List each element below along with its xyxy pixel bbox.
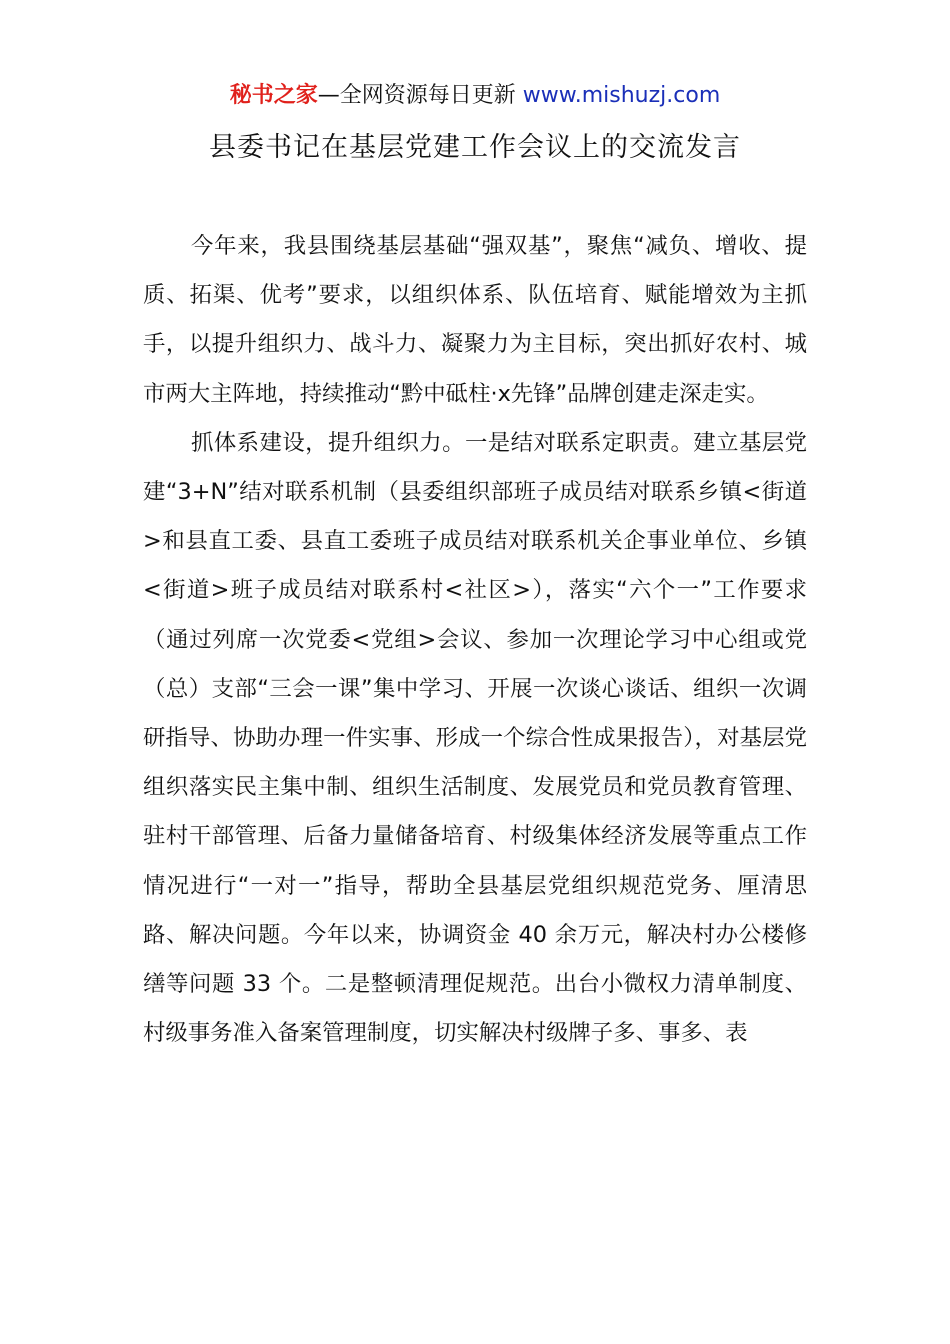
body-paragraph-intro: 今年来，我县围绕基层基础“强双基”，聚焦“减负、增收、提质、拓渠、优考”要求，以组织体系、队伍培育、赋能增效为主抓手，以提升组织力、战斗力、凝聚力为主目标，突出抓好农村、城市两大主阵地，持续推动“黔中砥柱·x先锋”品牌创建走深走实。	[143, 233, 807, 407]
site-brand: 秘书之家	[229, 83, 318, 108]
document-body	[143, 222, 807, 1058]
document-title: 县委书记在基层党建工作会议上的交流发言	[209, 132, 741, 163]
site-header	[0, 80, 950, 112]
body-paragraph-system-building: 抓体系建设，提升组织力。一是结对联系定职责。建立基层党建“3+N”结对联系机制（县委组织部班子成员结对联系乡镇<街道>和县直工委、县直工委班子成员结对联系机关企事业单位、乡镇<街道>班子成员结对联系村<社区>），落实“六个一”工作要求（通过列席一次党委<党组>会议、参加一次理论学习中心组或党（总）支部“三会一课”集中学习、开展一次谈心谈话、组织一次调研指导、协助办理一件实事、形成一个综合性成果报告），对基层党组织落实民主集中制、组织生活制度、发展党员和党员教育管理、驻村干部管理、后备力量储备培育、村级集体经济发展等重点工作情况进行“一对一”指导，帮助全县基层党组织规范党务、厘清思路、解决问题。今年以来，协调资金 40 余万元，解决村办公楼修缮等问题 33 个。二是整顿清理促规范。出台小微权力清单制度、村级事务准入备案管理制度，切实解决村级牌子多、事多、表	[143, 429, 807, 1047]
site-url-link[interactable]: www.mishuzj.com	[522, 83, 721, 108]
site-tagline: —全网资源每日更新	[317, 83, 516, 108]
